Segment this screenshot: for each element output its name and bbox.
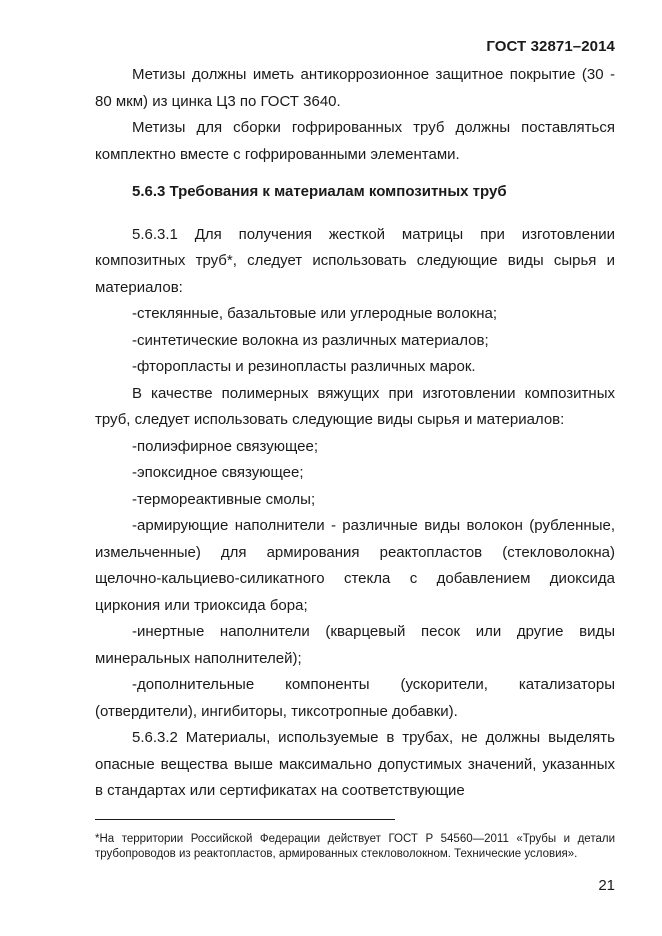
document-header: ГОСТ 32871–2014 (486, 38, 615, 55)
list-item: -фторопласты и резинопласты различных марок. (132, 358, 476, 375)
list-item: -синтетические волокна из различных материалов; (132, 331, 489, 349)
paragraph-5-6-3-2: 5.6.3.2 Материалы, используемые в трубах, не должны выделять опасные вещества выше максимально допустимых значений, указанных в стандартах или сертификатах на соответствующие (95, 729, 615, 799)
list-item: -дополнительные компоненты (ускорители, катализаторы (отвердители), ингибиторы, тиксотропные добавки). (95, 676, 615, 720)
footnote: *На территории Российской Федерации действует ГОСТ Р 54560—2011 «Трубы и детали трубопроводов из реактопластов, армированных стекловолокном. Технические условия». (95, 833, 615, 860)
page-content (95, 62, 615, 805)
list-item: -термореактивные смолы; (132, 490, 316, 508)
list-item: -инертные наполнители (кварцевый песок или другие виды минеральных наполнителей); (95, 623, 615, 667)
paragraph-5-6-3-1: 5.6.3.1 Для получения жесткой матрицы при изготовлении композитных труб*, следует использовать следующие виды сырья и материалов: (95, 225, 615, 296)
paragraph-fasteners-coating: Метизы должны иметь антикоррозионное защитное покрытие (30 - 80 мкм) из цинка Ц3 по ГОСТ 3640. (95, 66, 615, 110)
page-number: 21 (598, 877, 615, 894)
paragraph-binders: В качестве полимерных вяжущих при изготовлении композитных труб, следует использовать следующие виды сырья и материалов: (95, 384, 615, 428)
paragraph-fasteners-delivery: Метизы для сборки гофрированных труб должны поставляться комплектно вместе с гофрированными элементами. (95, 119, 615, 163)
footnote-divider (95, 819, 395, 820)
list-item: -полиэфирное связующее; (132, 437, 319, 455)
list-item: -стеклянные, базальтовые или углеродные волокна; (132, 305, 498, 322)
list-item: -армирующие наполнители - различные виды волокон (рубленные, измельченные) для армирования реактопластов (стекловолокна) щелочно-кальциево-силикатного стекла с добавлением диоксида циркония или триоксида бора; (95, 517, 615, 614)
section-heading: 5.6.3 Требования к материалам композитных труб (132, 183, 507, 200)
list-item: -эпоксидное связующее; (132, 464, 304, 481)
